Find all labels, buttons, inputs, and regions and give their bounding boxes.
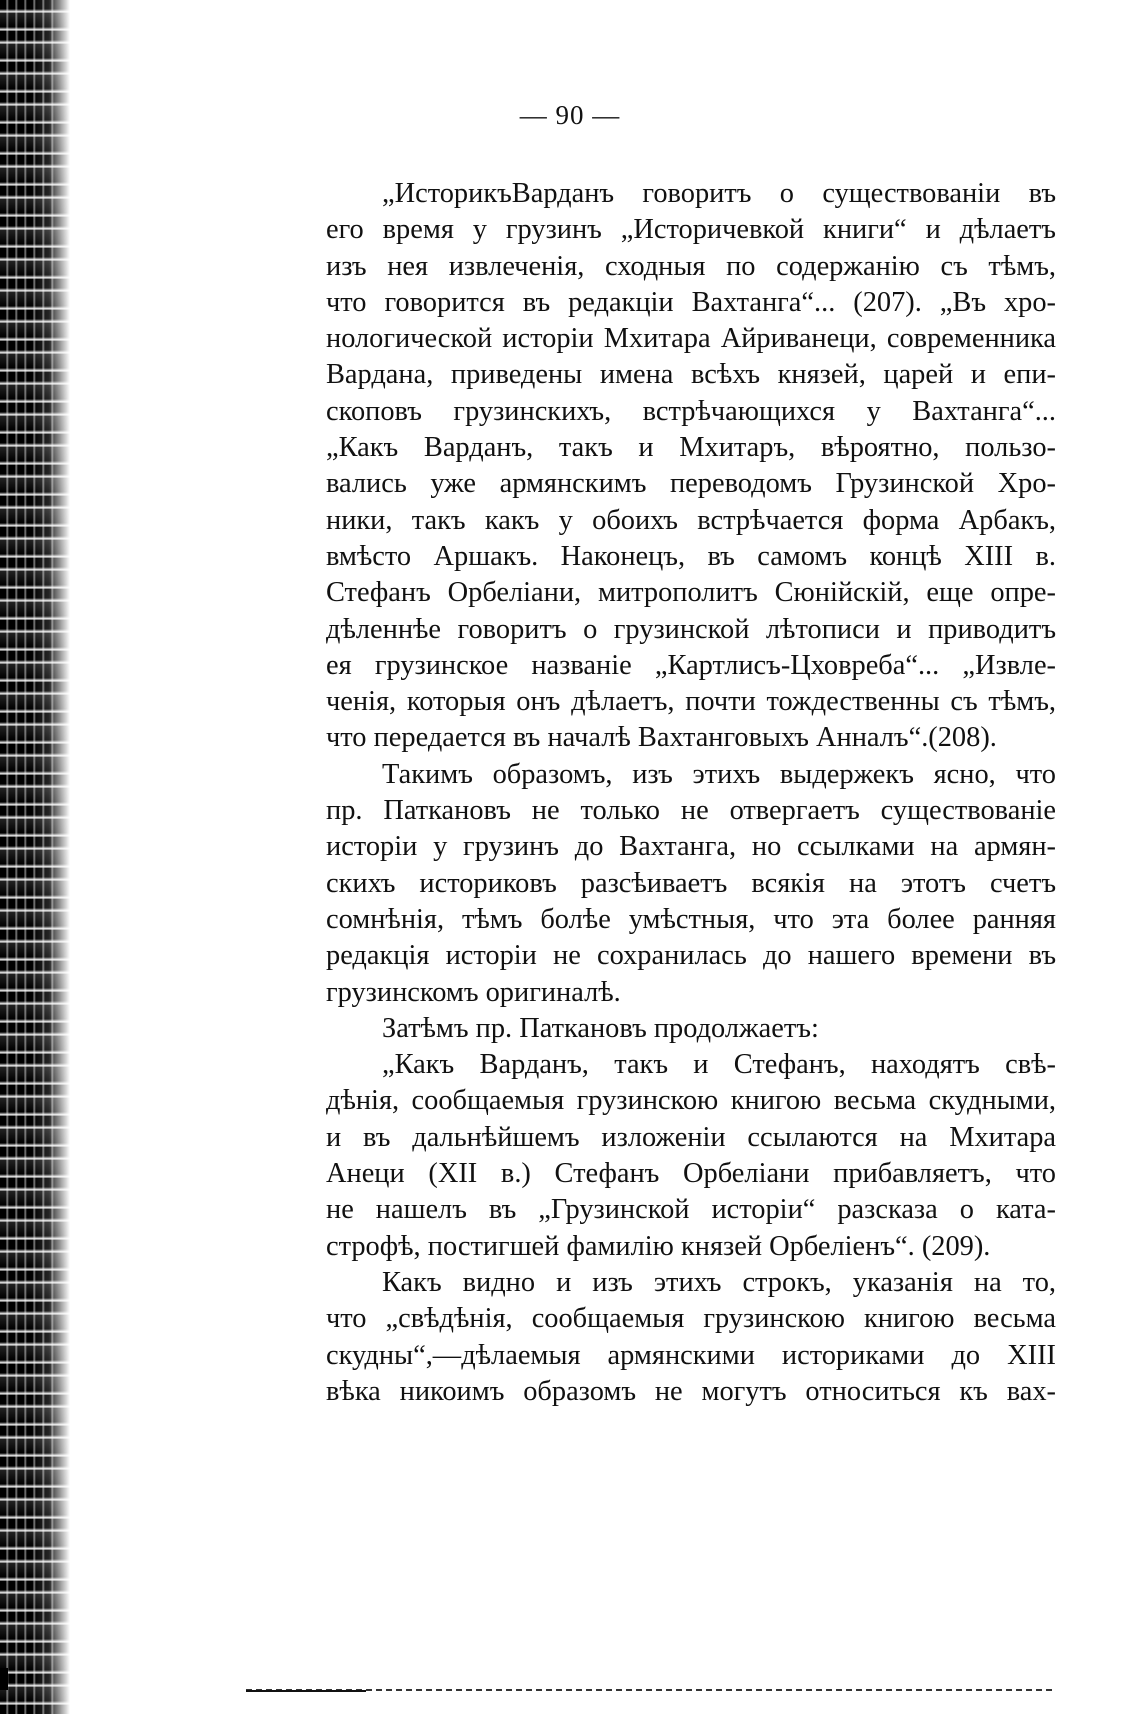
- text-line: и въ дальнѣйшемъ изложеніи ссылаются на Мхитара: [326, 1121, 1056, 1153]
- text-line: Затѣмъ пр. Паткановъ продолжаетъ:: [382, 1012, 819, 1044]
- text-line: Стефанъ Орбеліани, митрополитъ Сюнійскій, еще опре-: [326, 577, 1056, 609]
- text-line: строфѣ, постигшей фамилію князей Орбеліенъ“. (209).: [326, 1230, 991, 1262]
- text-line: дѣнія, сообщаемыя грузинскою книгою весьма скудными,: [326, 1085, 1056, 1117]
- text-line: что передается въ началѣ Вахтанговыхъ Анналъ“.(208).: [326, 722, 997, 754]
- text-line: Такимъ образомъ, изъ этихъ выдержекъ ясно, что: [382, 758, 1056, 790]
- edge-mark: [0, 1668, 8, 1690]
- text-line: скудны“,—дѣлаемыя армянскими историками до XIII: [326, 1339, 1056, 1371]
- text-line: „ИсторикъВарданъ говоритъ о существованіи въ: [382, 178, 1056, 209]
- bottom-rule: [246, 1689, 1052, 1691]
- page-number: — 90 —: [519, 100, 621, 130]
- text-line: сомнѣнія, тѣмъ болѣе умѣстныя, что эта более ранняя: [326, 903, 1056, 935]
- text-line: нологической исторіи Мхитара Айриванеци, современника: [326, 323, 1056, 355]
- text-line: что говорится въ редакціи Вахтанга“... (207). „Въ хро-: [326, 286, 1056, 318]
- binding-edge-texture: [0, 0, 60, 1714]
- text-line: „Какъ Варданъ, такъ и Стефанъ, находятъ свѣ-: [382, 1049, 1056, 1081]
- text-line: ея грузинское названіе „Картлисъ-Цховреба“... „Извле-: [326, 649, 1056, 681]
- text-line: исторіи у грузинъ до Вахтанга, но ссылками на армян-: [326, 831, 1056, 863]
- text-line: что „свѣдѣнія, сообщаемыя грузинскою книгою весьма: [326, 1303, 1056, 1335]
- text-line: ники, такъ какъ у обоихъ встрѣчается форма Арбакъ,: [326, 504, 1056, 536]
- text-line: ченія, которыя онъ дѣлаетъ, почти тождественны съ тѣмъ,: [326, 686, 1056, 718]
- text-line: редакція исторіи не сохранилась до нашего времени въ: [326, 940, 1056, 972]
- text-line: его время у грузинъ „Историчевкой книги“ и дѣлаетъ: [326, 214, 1056, 246]
- text-line: скоповъ грузинскихъ, встрѣчающихся у Вахтанга“...: [326, 395, 1056, 427]
- text-line: изъ нея извлеченія, сходныя по содержанію съ тѣмъ,: [326, 250, 1056, 282]
- text-line: не нашелъ въ „Грузинской исторіи“ разсказа о ката-: [326, 1194, 1056, 1226]
- text-line: Анеци (XII в.) Стефанъ Орбеліани прибавляетъ, что: [326, 1158, 1056, 1190]
- text-line: дѣленнѣе говоритъ о грузинской лѣтописи и приводитъ: [326, 613, 1056, 645]
- text-line: вѣка никоимъ образомъ не могутъ относиться къ вах-: [326, 1375, 1056, 1407]
- body-text: [326, 176, 1056, 1410]
- text-line: пр. Паткановъ не только не отвергаетъ существованіе: [326, 795, 1056, 827]
- bottom-rule-start: [246, 1690, 366, 1692]
- text-line: Вардана, приведены имена всѣхъ князей, царей и епи-: [326, 359, 1056, 391]
- text-line: вались уже армянскимъ переводомъ Грузинской Хро-: [326, 468, 1056, 500]
- text-line: „Какъ Варданъ, такъ и Мхитаръ, вѣроятно, пользо-: [326, 432, 1056, 464]
- text-line: Какъ видно и изъ этихъ строкъ, указанія на то,: [382, 1266, 1056, 1298]
- text-line: вмѣсто Аршакъ. Наконецъ, въ самомъ концѣ XIII в.: [326, 540, 1056, 572]
- text-line: грузинскомъ оригиналѣ.: [326, 976, 621, 1008]
- text-line: скихъ историковъ разсѣиваетъ всякія на этотъ счетъ: [326, 867, 1056, 899]
